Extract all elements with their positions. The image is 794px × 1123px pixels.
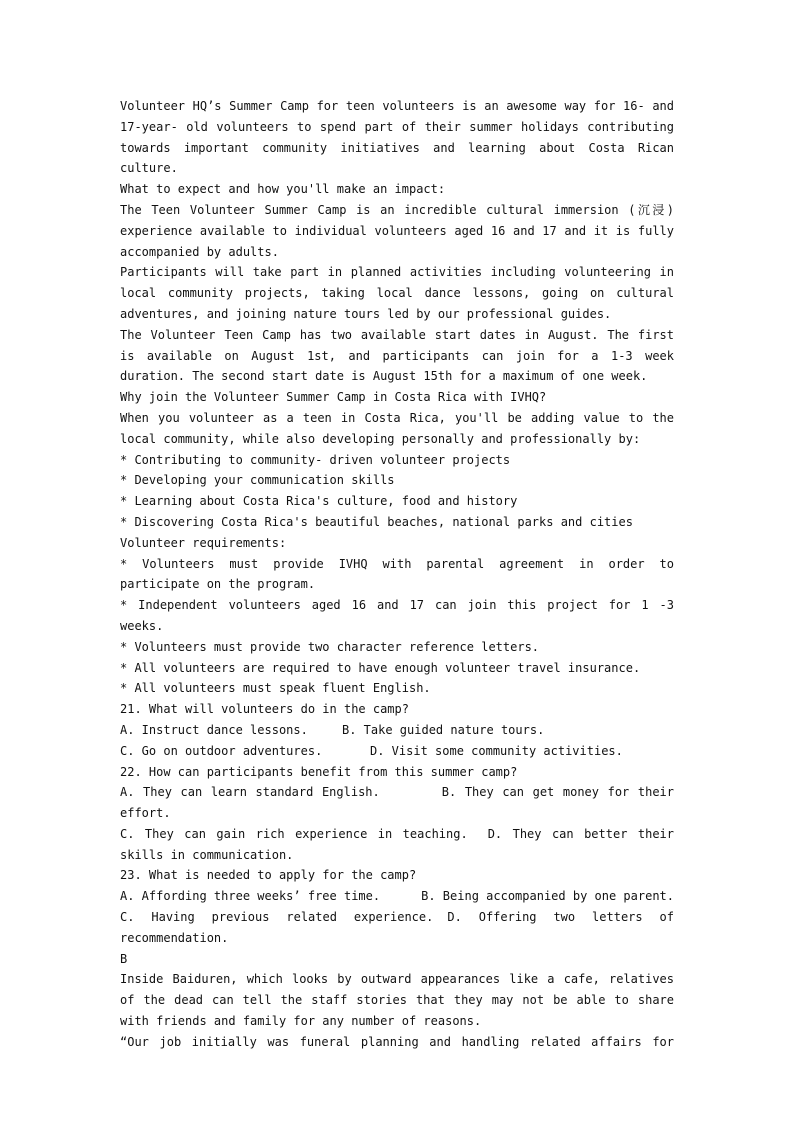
question-21-options-row-2 bbox=[120, 741, 674, 762]
q21-option-c: C. Go on outdoor adventures. bbox=[120, 743, 323, 758]
why-heading: Why join the Volunteer Summer Camp in Costa Rica with IVHQ? bbox=[120, 390, 547, 405]
requirement-item: * All volunteers are required to have enough volunteer travel insurance. bbox=[120, 660, 641, 675]
requirement-item: * Volunteers must provide two character reference letters. bbox=[120, 639, 540, 654]
benefit-item: * Developing your communication skills bbox=[120, 473, 395, 488]
passage-b-paragraph-2: “Our job initially was funeral planning and handling related affairs for bbox=[120, 1034, 674, 1049]
q21-option-b: B. Take guided nature tours. bbox=[342, 722, 545, 737]
benefit-item: * Contributing to community- driven volunteer projects bbox=[120, 452, 511, 467]
intro-paragraph: Volunteer HQ’s Summer Camp for teen volunteers is an awesome way for 16- and 17-year- old volunteers to spend part of their summer holidays contributing towards important community initiatives and learning about Costa Rican culture. bbox=[120, 99, 674, 176]
q23-option-a: A. Affording three weeks’ free time. bbox=[120, 889, 381, 904]
immersion-paragraph: The Teen Volunteer Summer Camp is an incredible cultural immersion (沉浸) experience available to individual volunteers aged 16 and 17 and it is fully accompanied by adults. bbox=[120, 202, 674, 259]
q22-option-b: B. They can get money for their effort. bbox=[120, 785, 674, 821]
q21-option-a: A. Instruct dance lessons. bbox=[120, 722, 308, 737]
requirement-item: * Independent volunteers aged 16 and 17 can join this project for 1 -3 weeks. bbox=[120, 598, 674, 633]
document-page bbox=[120, 96, 674, 1053]
value-paragraph: When you volunteer as a teen in Costa Rica, you'll be adding value to the local community, while also developing personally and professionally by: bbox=[120, 410, 674, 446]
benefit-item: * Learning about Costa Rica's culture, food and history bbox=[120, 494, 518, 509]
requirement-item: * Volunteers must provide IVHQ with parental agreement in order to participate on the program. bbox=[120, 556, 674, 592]
q21-option-d: D. Visit some community activities. bbox=[370, 743, 623, 758]
benefit-item: * Discovering Costa Rica's beautiful beaches, national parks and cities bbox=[120, 514, 633, 529]
question-22-options-ab bbox=[120, 782, 674, 824]
question-23-options-row-1 bbox=[120, 886, 674, 907]
question-23-stem: 23. What is needed to apply for the camp? bbox=[120, 868, 417, 883]
expect-heading: What to expect and how you'll make an impact: bbox=[120, 182, 446, 197]
requirements-heading: Volunteer requirements: bbox=[120, 535, 287, 550]
q23-option-d: D. Offering two letters of recommendation. bbox=[120, 910, 674, 945]
question-21-options-row-1 bbox=[120, 720, 674, 741]
q22-option-d: D. They can better their skills in communication. bbox=[120, 826, 675, 862]
q23-option-b: B. Being accompanied by one parent. bbox=[421, 889, 674, 904]
activities-paragraph: Participants will take part in planned activities including volunteering in local community projects, taking local dance lessons, going on cultural adventures, and joining nature tours led by our professional guides. bbox=[120, 265, 674, 321]
dates-paragraph: The Volunteer Teen Camp has two available start dates in August. The first is available on August 1st, and participants can join for a 1-3 week duration. The second start date is August 15th for a maximum of one week. bbox=[120, 327, 674, 384]
q23-option-c: C. Having previous related experience. bbox=[120, 910, 434, 925]
question-21-stem: 21. What will volunteers do in the camp? bbox=[120, 702, 409, 717]
q22-option-c: C. They can gain rich experience in teaching. bbox=[120, 826, 468, 841]
question-23-options-cd bbox=[120, 907, 674, 949]
passage-b-label: B bbox=[120, 951, 128, 966]
passage-b-paragraph-1: Inside Baiduren, which looks by outward appearances like a cafe, relatives of the dead can tell the staff stories that they may not be able to share with friends and family for any number of reasons. bbox=[120, 972, 674, 1029]
question-22-stem: 22. How can participants benefit from this summer camp? bbox=[120, 764, 518, 779]
q22-option-a: A. They can learn standard English. bbox=[120, 785, 380, 800]
requirement-item: * All volunteers must speak fluent English. bbox=[120, 681, 431, 696]
question-22-options-cd bbox=[120, 824, 674, 866]
